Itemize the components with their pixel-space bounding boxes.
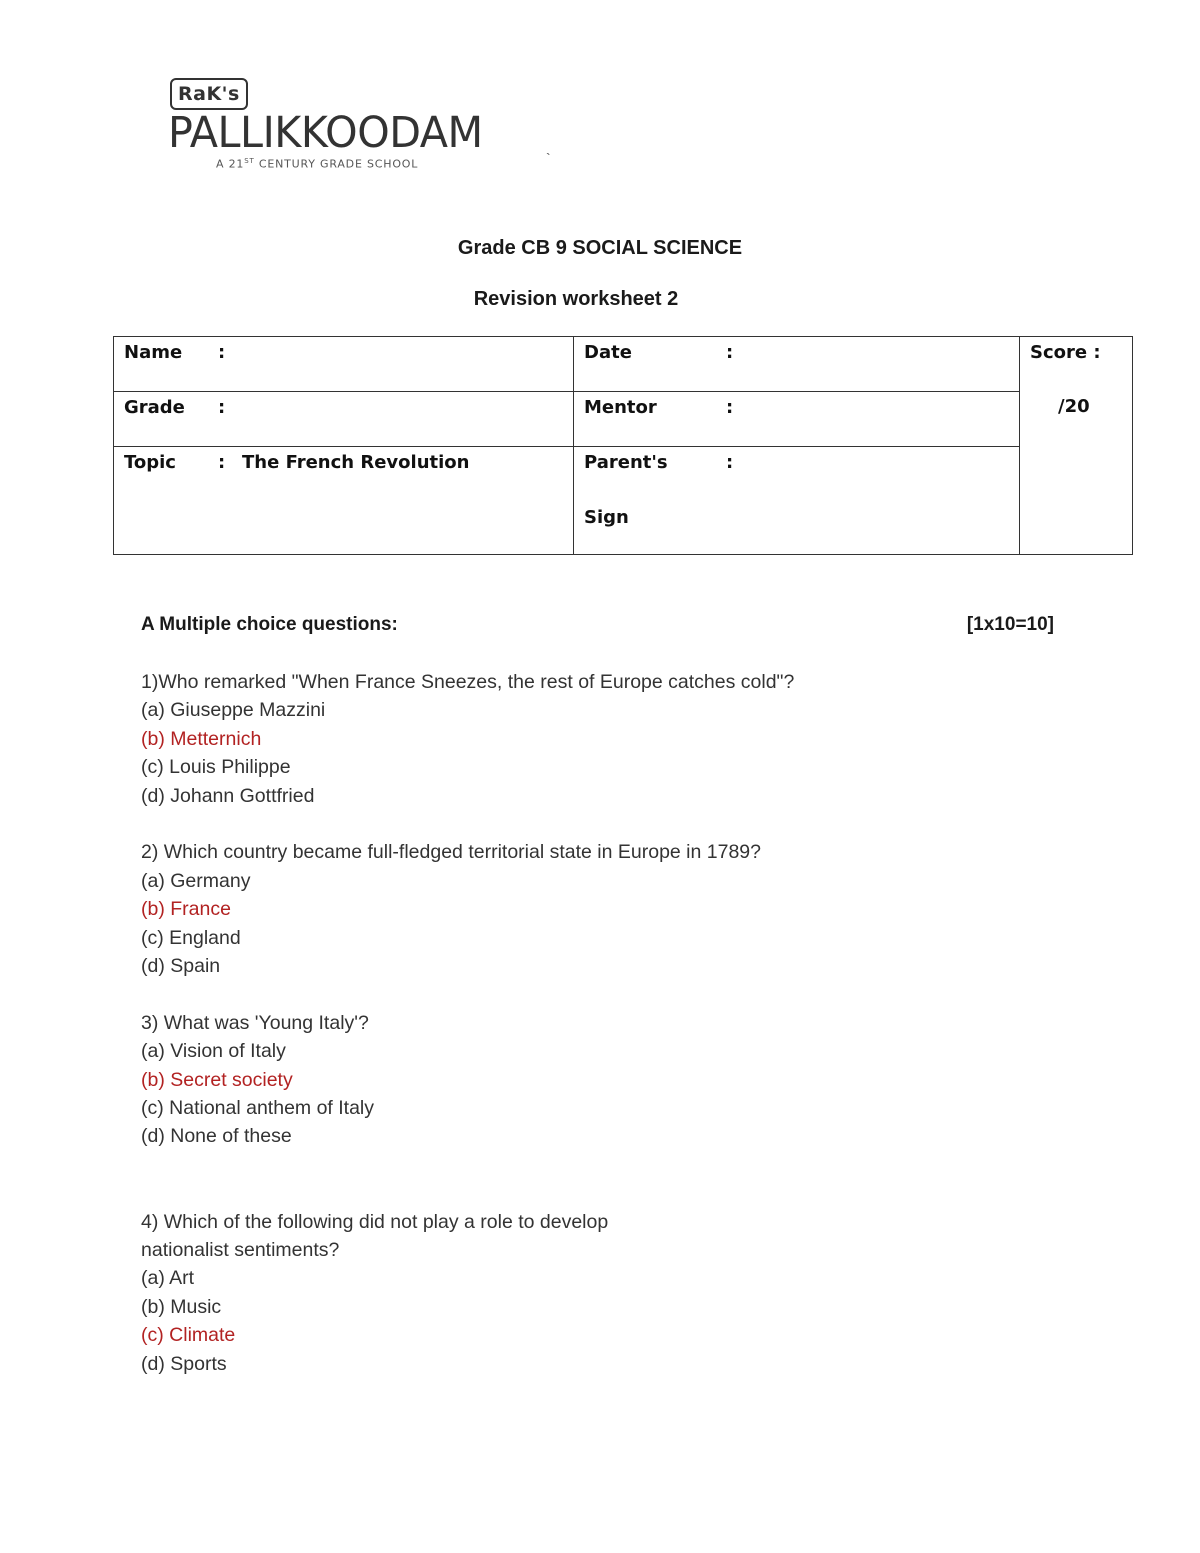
logo-tagline-suffix: CENTURY GRADE SCHOOL — [254, 157, 419, 171]
logo-tagline-prefix: A 21 — [216, 157, 245, 171]
option-d: (d) Johann Gottfried — [141, 784, 315, 807]
grade-cell[interactable] — [114, 392, 574, 447]
name-colon: : — [218, 342, 226, 363]
score-cell[interactable] — [1020, 337, 1133, 555]
parent-label: Parent's — [584, 452, 668, 473]
option-d: (d) Spain — [141, 955, 221, 978]
section-header — [141, 614, 1054, 636]
section-title: A Multiple choice questions: — [141, 614, 398, 635]
stray-mark: ` — [546, 150, 551, 166]
question-text-line-2: nationalist sentiments? — [141, 1239, 340, 1262]
question-text-line-1: 4) Which of the following did not play a role to develop — [141, 1210, 609, 1233]
page-title: Grade CB 9 SOCIAL SCIENCE — [457, 237, 743, 259]
grade-label: Grade — [124, 397, 185, 418]
section-marks: [1x10=10] — [966, 614, 1054, 635]
option-a: (a) Giuseppe Mazzini — [141, 699, 326, 722]
topic-cell — [114, 447, 574, 555]
student-info-table — [113, 336, 1133, 555]
option-c: (c) National anthem of Italy — [141, 1097, 375, 1120]
page-subtitle: Revision worksheet 2 — [473, 288, 679, 310]
name-label: Name — [124, 342, 183, 363]
topic-value: The French Revolution — [242, 452, 470, 473]
name-cell[interactable] — [114, 337, 574, 392]
logo-tagline — [216, 154, 418, 172]
question-4 — [141, 1208, 794, 1378]
grade-colon: : — [218, 397, 226, 418]
question-2 — [141, 838, 794, 980]
logo-wordmark: PALLIKKOODAM — [168, 108, 483, 158]
question-text: 1)Who remarked "When France Sneezes, the rest of Europe catches cold"? — [141, 671, 795, 693]
topic-label: Topic — [124, 452, 176, 473]
parent-colon: : — [726, 452, 734, 473]
question-text: 3) What was 'Young Italy'? — [141, 1011, 369, 1034]
option-b-correct: (b) France — [141, 898, 231, 921]
option-b-correct: (b) Metternich — [141, 727, 262, 750]
date-colon: : — [726, 342, 734, 363]
option-b-correct: (b) Secret society — [141, 1068, 293, 1091]
logo-badge: RaK's — [170, 78, 248, 110]
logo-tagline-sup: ST — [244, 157, 255, 165]
question-3 — [141, 1009, 794, 1151]
sign-label: Sign — [584, 507, 629, 528]
topic-colon: : — [218, 452, 226, 473]
mentor-cell[interactable] — [574, 392, 1020, 447]
question-1 — [141, 668, 794, 810]
option-a: (a) Germany — [141, 869, 251, 892]
option-c-correct: (c) Climate — [141, 1324, 236, 1347]
score-total: /20 — [1058, 396, 1090, 417]
option-d: (d) None of these — [141, 1125, 292, 1148]
school-logo — [168, 74, 548, 174]
parent-sign-cell[interactable] — [574, 447, 1020, 555]
question-list — [141, 668, 794, 1407]
date-cell[interactable] — [574, 337, 1020, 392]
score-label: Score : — [1030, 342, 1101, 363]
option-a: (a) Art — [141, 1267, 195, 1290]
option-c: (c) England — [141, 926, 241, 949]
option-b: (b) Music — [141, 1295, 222, 1318]
option-a: (a) Vision of Italy — [141, 1040, 286, 1063]
mentor-label: Mentor — [584, 397, 657, 418]
date-label: Date — [584, 342, 632, 363]
question-text: 2) Which country became full-fledged territorial state in Europe in 1789? — [141, 841, 761, 864]
option-d: (d) Sports — [141, 1352, 227, 1375]
option-c: (c) Louis Philippe — [141, 756, 291, 779]
mentor-colon: : — [726, 397, 734, 418]
